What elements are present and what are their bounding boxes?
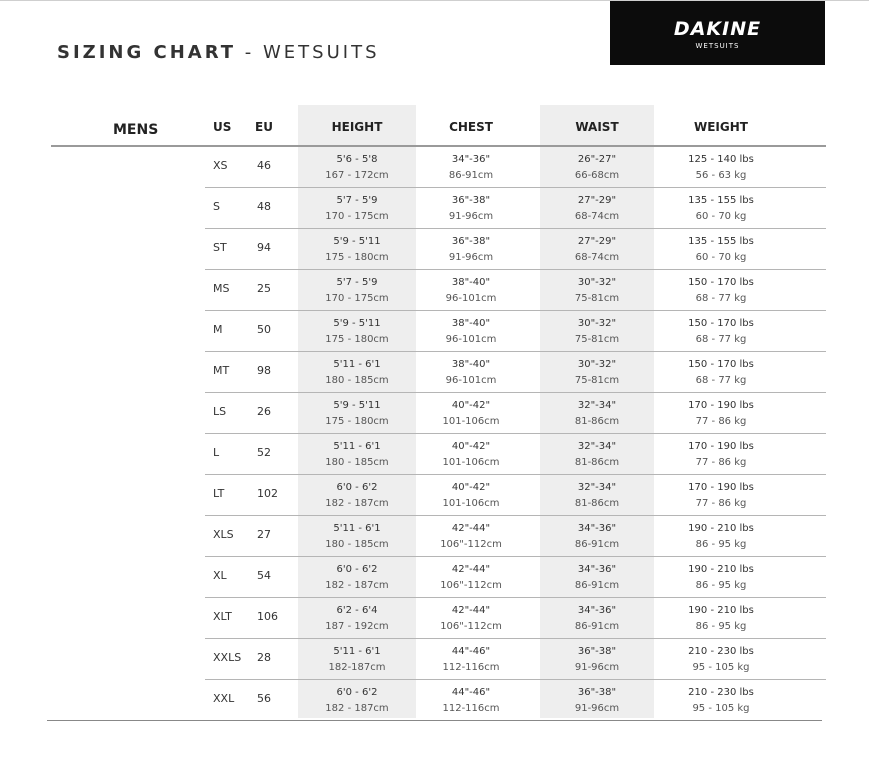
height-metric: 170 - 175cm bbox=[325, 293, 389, 304]
size-us: XXL bbox=[213, 692, 235, 705]
size-eu: 56 bbox=[257, 692, 271, 705]
waist-metric: 86-91cm bbox=[574, 580, 620, 591]
waist-metric: 68-74cm bbox=[574, 252, 620, 263]
weight-metric: 77 - 86 kg bbox=[695, 416, 747, 427]
height-cell bbox=[298, 439, 416, 471]
waist-metric: 91-96cm bbox=[574, 662, 620, 673]
chest-metric: 86-91cm bbox=[448, 170, 494, 181]
chest-cell bbox=[413, 316, 529, 348]
chest-cell bbox=[413, 152, 529, 184]
size-us: XXLS bbox=[213, 651, 242, 664]
waist-cell bbox=[540, 316, 654, 348]
weight-cell bbox=[663, 275, 779, 307]
size-us: XLT bbox=[213, 610, 232, 623]
waist-metric: 81-86cm bbox=[574, 416, 620, 427]
height-metric: 170 - 175cm bbox=[325, 211, 389, 222]
weight-metric: 60 - 70 kg bbox=[695, 252, 747, 263]
logo-subtitle: WETSUITS bbox=[695, 42, 740, 50]
waist-imperial: 34"-36" bbox=[577, 523, 617, 534]
waist-imperial: 34"-36" bbox=[577, 605, 617, 616]
chest-imperial: 42"-44" bbox=[451, 523, 491, 534]
weight-cell bbox=[663, 193, 779, 225]
size-us: MT bbox=[213, 364, 230, 377]
size-us: LS bbox=[213, 405, 227, 418]
weight-cell bbox=[663, 398, 779, 430]
height-cell bbox=[298, 603, 416, 635]
chest-metric: 101-106cm bbox=[442, 416, 500, 427]
waist-cell bbox=[540, 603, 654, 635]
waist-cell bbox=[540, 193, 654, 225]
weight-cell bbox=[663, 316, 779, 348]
page-title bbox=[57, 42, 380, 63]
chest-imperial: 38"-40" bbox=[451, 359, 491, 370]
height-metric: 175 - 180cm bbox=[325, 252, 389, 263]
chest-imperial: 42"-44" bbox=[451, 564, 491, 575]
size-eu: 94 bbox=[257, 241, 271, 254]
chest-cell bbox=[413, 357, 529, 389]
table-row bbox=[0, 598, 869, 639]
table-row bbox=[0, 229, 869, 270]
chest-cell bbox=[413, 234, 529, 266]
header-weight: WEIGHT bbox=[694, 120, 748, 134]
chest-cell bbox=[413, 275, 529, 307]
waist-cell bbox=[540, 357, 654, 389]
row-divider bbox=[47, 720, 822, 721]
size-eu: 98 bbox=[257, 364, 271, 377]
height-cell bbox=[298, 316, 416, 348]
weight-metric: 56 - 63 kg bbox=[695, 170, 747, 181]
weight-imperial: 210 - 230 lbs bbox=[688, 687, 754, 698]
waist-metric: 75-81cm bbox=[574, 375, 620, 386]
waist-cell bbox=[540, 234, 654, 266]
chest-metric: 101-106cm bbox=[442, 457, 500, 468]
logo-brand: DAKINE bbox=[673, 18, 762, 40]
height-imperial: 6'0 - 6'2 bbox=[336, 687, 378, 698]
chest-metric: 101-106cm bbox=[442, 498, 500, 509]
waist-cell bbox=[540, 644, 654, 676]
weight-imperial: 170 - 190 lbs bbox=[688, 400, 754, 411]
height-cell bbox=[298, 193, 416, 225]
weight-metric: 95 - 105 kg bbox=[692, 662, 750, 673]
chest-metric: 96-101cm bbox=[445, 375, 497, 386]
height-metric: 182 - 187cm bbox=[325, 703, 389, 714]
waist-metric: 86-91cm bbox=[574, 539, 620, 550]
size-us: LT bbox=[213, 487, 225, 500]
chest-imperial: 38"-40" bbox=[451, 277, 491, 288]
header-waist: WAIST bbox=[575, 120, 619, 134]
size-us: MS bbox=[213, 282, 230, 295]
height-metric: 180 - 185cm bbox=[325, 375, 389, 386]
height-metric: 182-187cm bbox=[328, 662, 386, 673]
chest-metric: 112-116cm bbox=[442, 703, 500, 714]
header-us: US bbox=[213, 120, 232, 134]
height-cell bbox=[298, 685, 416, 717]
chest-imperial: 40"-42" bbox=[451, 441, 491, 452]
size-us: XLS bbox=[213, 528, 234, 541]
waist-imperial: 27"-29" bbox=[577, 195, 617, 206]
height-imperial: 5'11 - 6'1 bbox=[333, 441, 381, 452]
weight-imperial: 170 - 190 lbs bbox=[688, 482, 754, 493]
table-row bbox=[0, 434, 869, 475]
page-title-main: SIZING CHART bbox=[57, 42, 237, 63]
size-eu: 50 bbox=[257, 323, 271, 336]
weight-metric: 77 - 86 kg bbox=[695, 457, 747, 468]
waist-metric: 66-68cm bbox=[574, 170, 620, 181]
weight-imperial: 190 - 210 lbs bbox=[688, 605, 754, 616]
waist-cell bbox=[540, 275, 654, 307]
weight-imperial: 135 - 155 lbs bbox=[688, 195, 754, 206]
height-imperial: 5'7 - 5'9 bbox=[336, 277, 378, 288]
waist-cell bbox=[540, 521, 654, 553]
weight-cell bbox=[663, 685, 779, 717]
waist-metric: 75-81cm bbox=[574, 293, 620, 304]
waist-cell bbox=[540, 398, 654, 430]
height-imperial: 5'6 - 5'8 bbox=[336, 154, 378, 165]
waist-metric: 86-91cm bbox=[574, 621, 620, 632]
chest-metric: 106"-112cm bbox=[440, 580, 502, 591]
page-title-suffix: - WETSUITS bbox=[244, 42, 380, 63]
table-row bbox=[0, 680, 869, 721]
header-height: HEIGHT bbox=[331, 120, 383, 134]
chest-metric: 96-101cm bbox=[445, 334, 497, 345]
size-eu: 54 bbox=[257, 569, 271, 582]
waist-metric: 91-96cm bbox=[574, 703, 620, 714]
weight-cell bbox=[663, 439, 779, 471]
size-eu: 106 bbox=[257, 610, 278, 623]
waist-imperial: 32"-34" bbox=[577, 441, 617, 452]
size-eu: 52 bbox=[257, 446, 271, 459]
weight-imperial: 150 - 170 lbs bbox=[688, 359, 754, 370]
height-cell bbox=[298, 562, 416, 594]
height-metric: 175 - 180cm bbox=[325, 334, 389, 345]
size-us: M bbox=[213, 323, 223, 336]
chest-metric: 91-96cm bbox=[448, 211, 494, 222]
table-row bbox=[0, 352, 869, 393]
height-metric: 175 - 180cm bbox=[325, 416, 389, 427]
chest-metric: 106"-112cm bbox=[440, 621, 502, 632]
size-eu: 102 bbox=[257, 487, 278, 500]
waist-cell bbox=[540, 562, 654, 594]
weight-metric: 95 - 105 kg bbox=[692, 703, 750, 714]
height-metric: 187 - 192cm bbox=[325, 621, 389, 632]
header-eu: EU bbox=[255, 120, 273, 134]
waist-imperial: 30"-32" bbox=[577, 277, 617, 288]
header-chest: CHEST bbox=[449, 120, 493, 134]
waist-imperial: 34"-36" bbox=[577, 564, 617, 575]
chest-cell bbox=[413, 685, 529, 717]
height-metric: 182 - 187cm bbox=[325, 498, 389, 509]
chest-imperial: 40"-42" bbox=[451, 400, 491, 411]
weight-imperial: 190 - 210 lbs bbox=[688, 523, 754, 534]
weight-cell bbox=[663, 603, 779, 635]
height-metric: 182 - 187cm bbox=[325, 580, 389, 591]
height-cell bbox=[298, 521, 416, 553]
weight-metric: 68 - 77 kg bbox=[695, 375, 747, 386]
chest-imperial: 38"-40" bbox=[451, 318, 491, 329]
chest-imperial: 36"-38" bbox=[451, 236, 491, 247]
waist-imperial: 32"-34" bbox=[577, 400, 617, 411]
waist-metric: 75-81cm bbox=[574, 334, 620, 345]
weight-imperial: 150 - 170 lbs bbox=[688, 318, 754, 329]
size-eu: 26 bbox=[257, 405, 271, 418]
height-metric: 167 - 172cm bbox=[325, 170, 389, 181]
weight-cell bbox=[663, 480, 779, 512]
weight-imperial: 170 - 190 lbs bbox=[688, 441, 754, 452]
waist-cell bbox=[540, 685, 654, 717]
chest-imperial: 42"-44" bbox=[451, 605, 491, 616]
height-imperial: 5'7 - 5'9 bbox=[336, 195, 378, 206]
waist-imperial: 36"-38" bbox=[577, 646, 617, 657]
chest-cell bbox=[413, 480, 529, 512]
height-imperial: 5'9 - 5'11 bbox=[333, 400, 381, 411]
size-us: XL bbox=[213, 569, 227, 582]
waist-metric: 68-74cm bbox=[574, 211, 620, 222]
height-imperial: 6'2 - 6'4 bbox=[336, 605, 378, 616]
size-eu: 27 bbox=[257, 528, 271, 541]
size-us: S bbox=[213, 200, 220, 213]
table-row bbox=[0, 147, 869, 188]
weight-metric: 68 - 77 kg bbox=[695, 293, 747, 304]
waist-imperial: 30"-32" bbox=[577, 359, 617, 370]
weight-imperial: 210 - 230 lbs bbox=[688, 646, 754, 657]
height-imperial: 5'9 - 5'11 bbox=[333, 236, 381, 247]
weight-cell bbox=[663, 152, 779, 184]
height-cell bbox=[298, 644, 416, 676]
weight-cell bbox=[663, 234, 779, 266]
size-us: L bbox=[213, 446, 220, 459]
chest-cell bbox=[413, 562, 529, 594]
height-imperial: 5'11 - 6'1 bbox=[333, 646, 381, 657]
weight-imperial: 150 - 170 lbs bbox=[688, 277, 754, 288]
height-cell bbox=[298, 480, 416, 512]
waist-cell bbox=[540, 152, 654, 184]
weight-metric: 86 - 95 kg bbox=[695, 580, 747, 591]
chest-cell bbox=[413, 398, 529, 430]
height-metric: 180 - 185cm bbox=[325, 539, 389, 550]
size-us: ST bbox=[213, 241, 227, 254]
height-cell bbox=[298, 234, 416, 266]
height-cell bbox=[298, 275, 416, 307]
size-eu: 28 bbox=[257, 651, 271, 664]
chest-imperial: 34"-36" bbox=[451, 154, 491, 165]
height-cell bbox=[298, 357, 416, 389]
height-imperial: 6'0 - 6'2 bbox=[336, 564, 378, 575]
height-imperial: 5'9 - 5'11 bbox=[333, 318, 381, 329]
weight-metric: 86 - 95 kg bbox=[695, 621, 747, 632]
table-row bbox=[0, 311, 869, 352]
chest-cell bbox=[413, 193, 529, 225]
chest-metric: 106"-112cm bbox=[440, 539, 502, 550]
dakine-logo bbox=[610, 1, 825, 65]
waist-cell bbox=[540, 480, 654, 512]
weight-cell bbox=[663, 644, 779, 676]
table-row bbox=[0, 188, 869, 229]
weight-cell bbox=[663, 357, 779, 389]
height-cell bbox=[298, 398, 416, 430]
table-row bbox=[0, 475, 869, 516]
waist-imperial: 26"-27" bbox=[577, 154, 617, 165]
height-imperial: 5'11 - 6'1 bbox=[333, 359, 381, 370]
height-imperial: 5'11 - 6'1 bbox=[333, 523, 381, 534]
waist-imperial: 27"-29" bbox=[577, 236, 617, 247]
table-row bbox=[0, 270, 869, 311]
chest-cell bbox=[413, 603, 529, 635]
table-row bbox=[0, 393, 869, 434]
table-row bbox=[0, 516, 869, 557]
waist-metric: 81-86cm bbox=[574, 457, 620, 468]
weight-imperial: 135 - 155 lbs bbox=[688, 236, 754, 247]
waist-imperial: 36"-38" bbox=[577, 687, 617, 698]
height-metric: 180 - 185cm bbox=[325, 457, 389, 468]
weight-imperial: 125 - 140 lbs bbox=[688, 154, 754, 165]
weight-cell bbox=[663, 562, 779, 594]
size-eu: 25 bbox=[257, 282, 271, 295]
waist-imperial: 32"-34" bbox=[577, 482, 617, 493]
size-eu: 46 bbox=[257, 159, 271, 172]
weight-metric: 60 - 70 kg bbox=[695, 211, 747, 222]
waist-imperial: 30"-32" bbox=[577, 318, 617, 329]
chest-metric: 91-96cm bbox=[448, 252, 494, 263]
weight-metric: 77 - 86 kg bbox=[695, 498, 747, 509]
chest-imperial: 44"-46" bbox=[451, 687, 491, 698]
waist-cell bbox=[540, 439, 654, 471]
chest-imperial: 36"-38" bbox=[451, 195, 491, 206]
height-cell bbox=[298, 152, 416, 184]
chest-cell bbox=[413, 439, 529, 471]
weight-metric: 68 - 77 kg bbox=[695, 334, 747, 345]
chest-cell bbox=[413, 521, 529, 553]
size-us: XS bbox=[213, 159, 228, 172]
table-row bbox=[0, 557, 869, 598]
weight-imperial: 190 - 210 lbs bbox=[688, 564, 754, 575]
chest-cell bbox=[413, 644, 529, 676]
height-imperial: 6'0 - 6'2 bbox=[336, 482, 378, 493]
table-row bbox=[0, 639, 869, 680]
chest-imperial: 44"-46" bbox=[451, 646, 491, 657]
weight-metric: 86 - 95 kg bbox=[695, 539, 747, 550]
chest-metric: 112-116cm bbox=[442, 662, 500, 673]
waist-metric: 81-86cm bbox=[574, 498, 620, 509]
header-gender: MENS bbox=[113, 122, 159, 138]
chest-metric: 96-101cm bbox=[445, 293, 497, 304]
weight-cell bbox=[663, 521, 779, 553]
size-eu: 48 bbox=[257, 200, 271, 213]
chest-imperial: 40"-42" bbox=[451, 482, 491, 493]
